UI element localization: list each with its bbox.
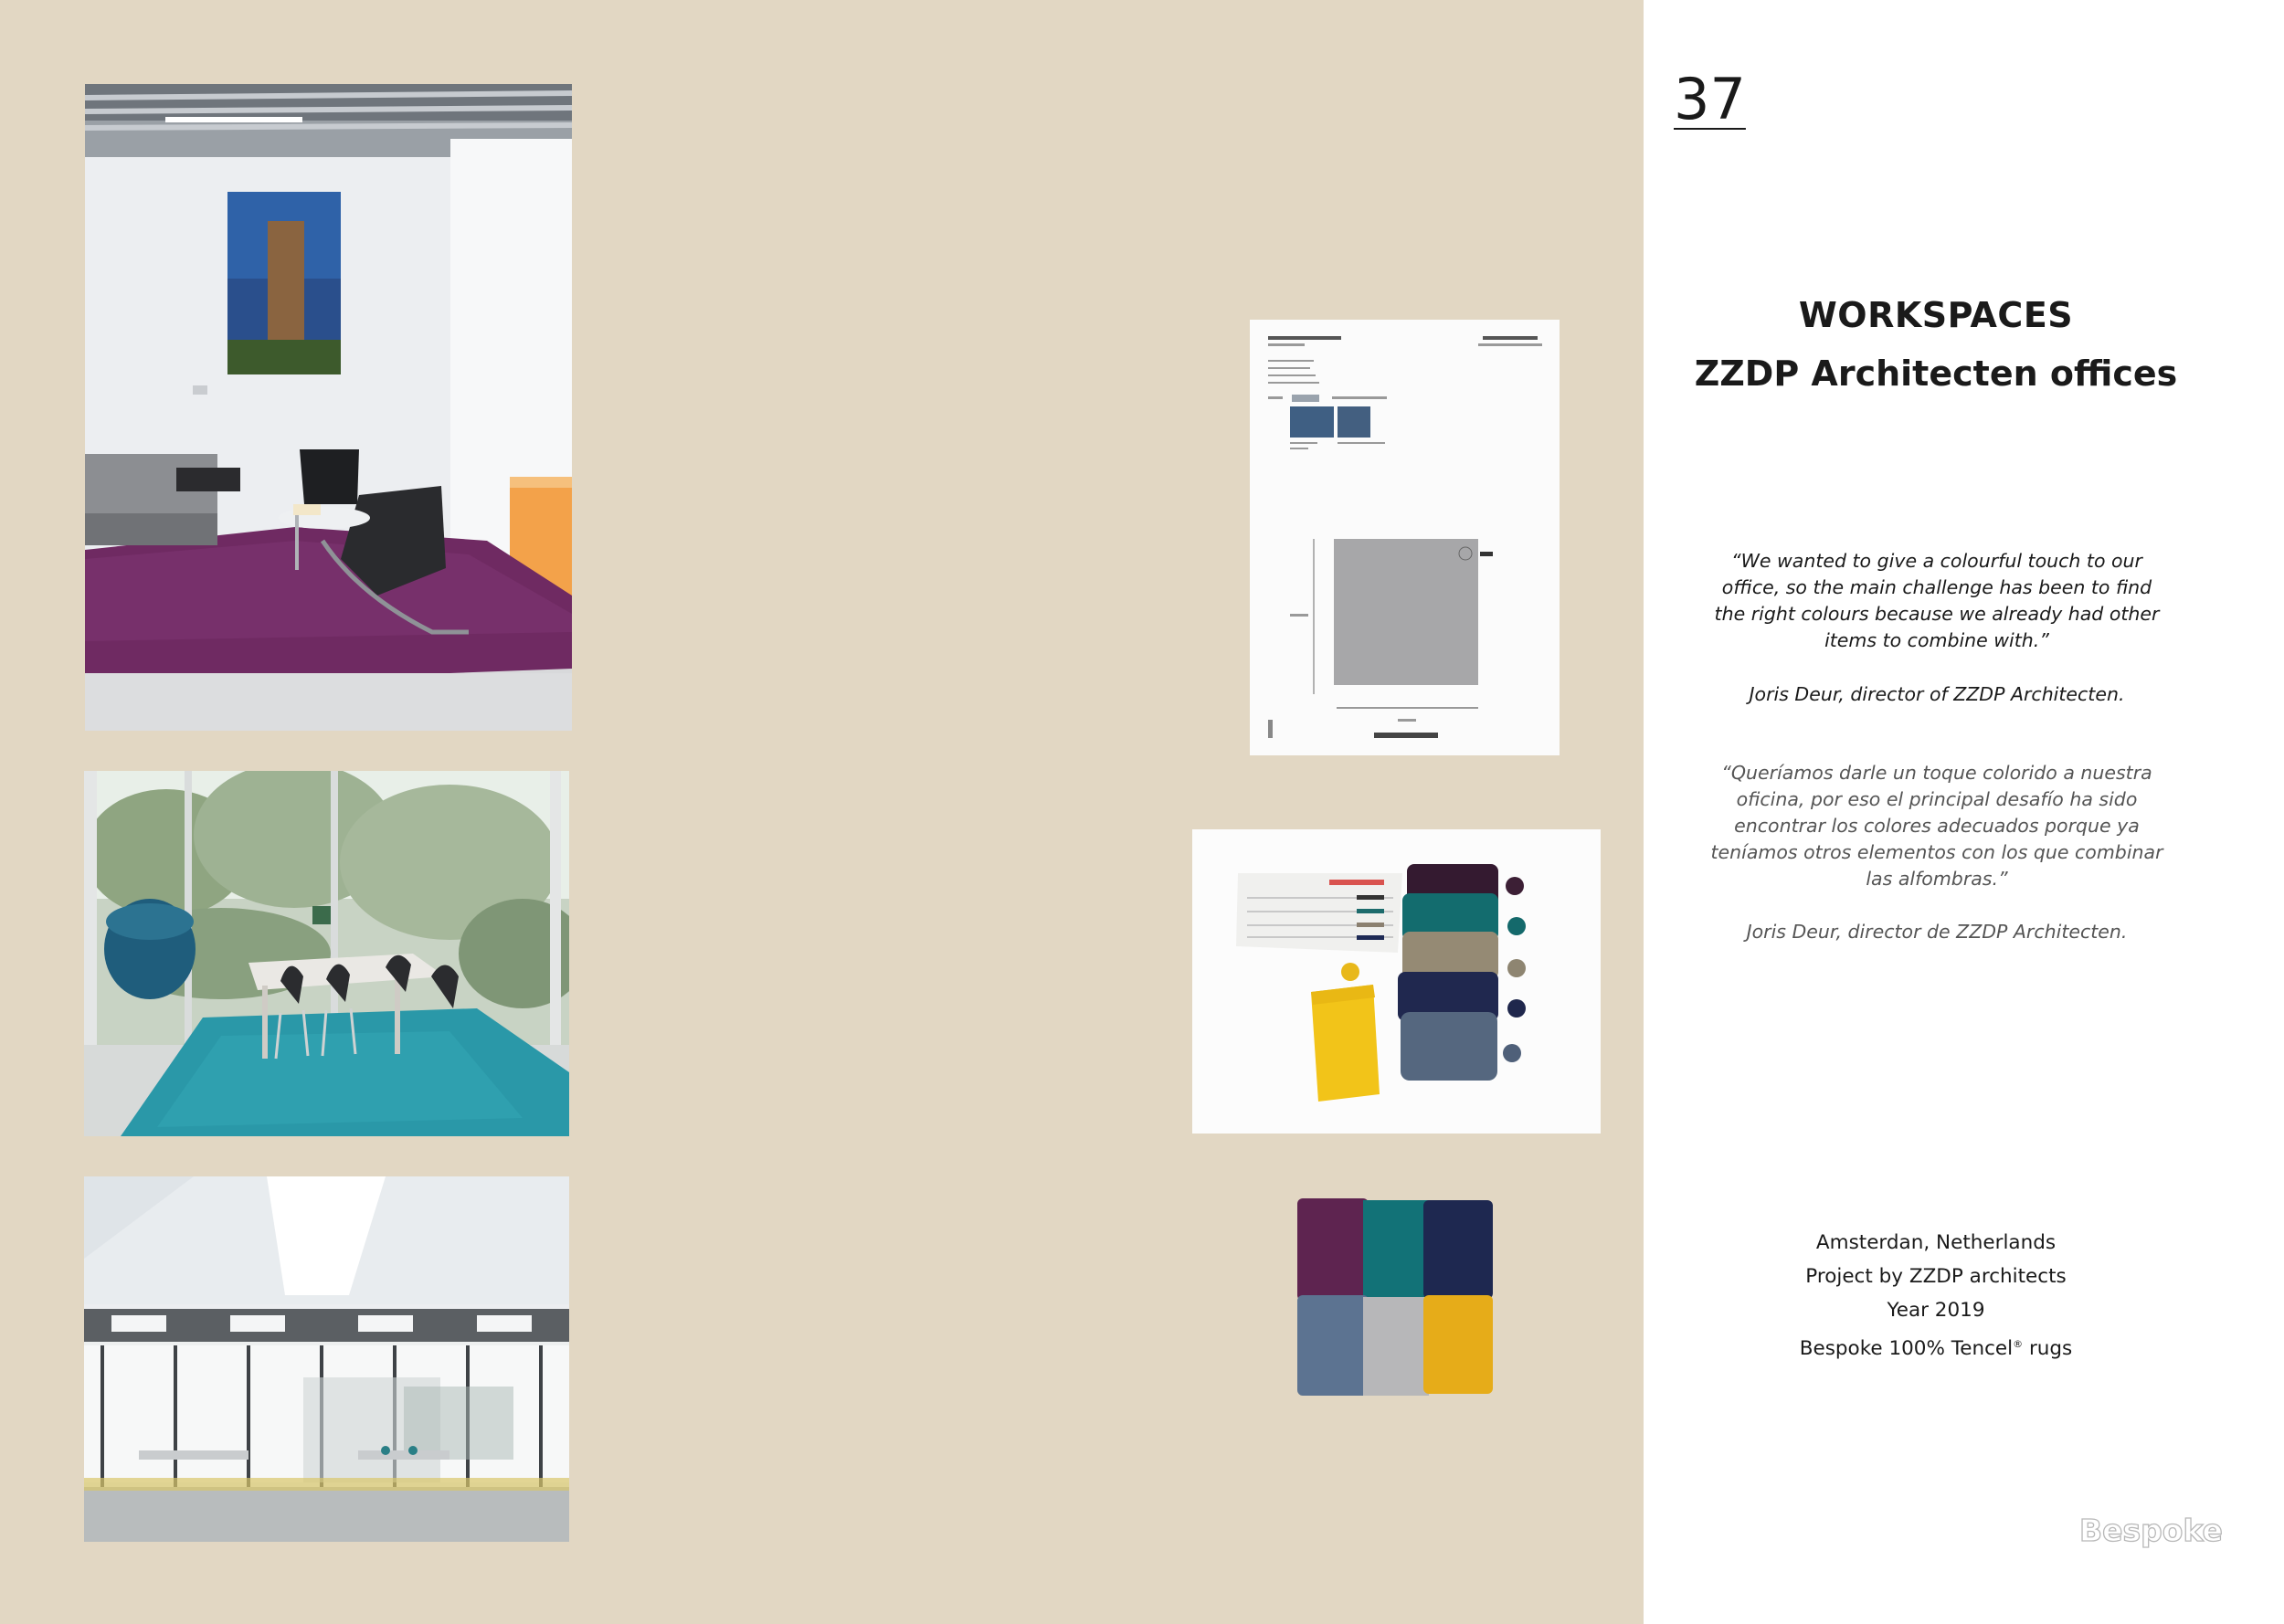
product-suffix: rugs <box>2023 1337 2073 1361</box>
project-architect: Project by ZZDP architects <box>1805 1265 2067 1288</box>
project-details <box>1644 1226 2228 1366</box>
page-number: 37 <box>1674 66 1746 132</box>
office-interior-photo <box>84 1176 569 1542</box>
registered-mark: ® <box>2013 1338 2024 1350</box>
project-product <box>1644 1327 2228 1366</box>
section-title: WORKSPACES <box>1798 295 2074 335</box>
project-year: Year 2019 <box>1887 1299 1985 1322</box>
quote-spanish-attribution: Joris Deur, director de ZZDP Architecten. <box>1746 921 2128 943</box>
quote-english-attribution: Joris Deur, director of ZZDP Architecten. <box>1749 683 2125 705</box>
quote-spanish: “Queríamos darle un toque colorido a nuestra oficina, por eso el principal desafío ha sido encontrar los colores adecuados porque ya teníamos otros elementos con los que combinar las alfombras.” <box>1710 762 2163 890</box>
meeting-room-photo <box>84 771 569 1136</box>
lounge-photo <box>85 84 572 731</box>
product-name: Bespoke 100% Tencel <box>1799 1337 2014 1361</box>
bespoke-logo: Bespoke <box>2079 1513 2223 1548</box>
patchwork-rug-photo <box>1297 1198 1496 1397</box>
rug-technical-sheet <box>1250 320 1560 755</box>
project-location: Amsterdan, Netherlands <box>1815 1231 2057 1254</box>
quote-english: “We wanted to give a colourful touch to our office, so the main challenge has been to find the right colours because we already had other items to combine with.” <box>1714 550 2160 651</box>
project-title: ZZDP Architecten offices <box>1694 353 2178 394</box>
colour-samples-photo <box>1192 829 1601 1134</box>
